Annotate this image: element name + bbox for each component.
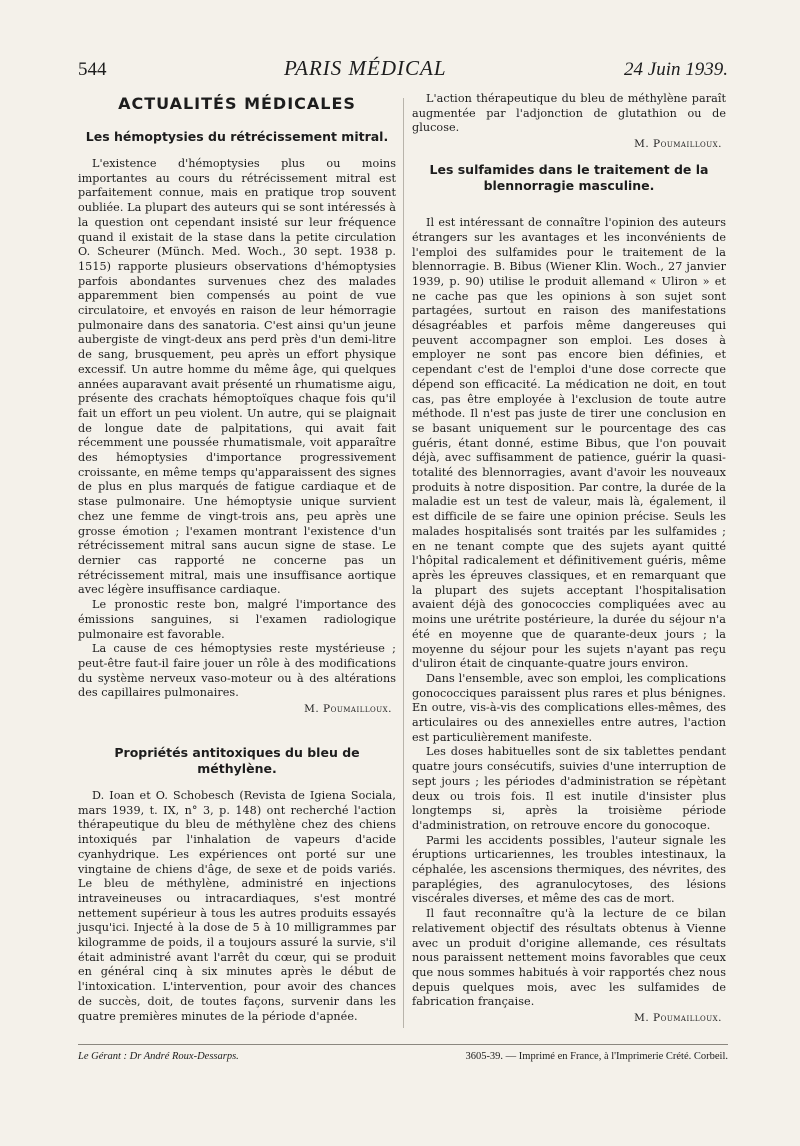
article-bleu-methylene-paragraph-1: D. Ioan et O. Schobesch (Revista de Igiena Sociala, mars 1939, t. IX, n° 3, p. 148) ont recherché l'action thérapeutique du bleu de méthylène chez des chiens intoxiqués par l'inhalation de vapeurs d'acide cyanhydrique. Les expériences ont porté sur une vingtaine de chiens d'âge, de sexe et de poids variés. Le bleu de méthylène, administré en injections intraveineuses ou intracardiaques, s'est montré nettement supérieur à tous les autres produits essayés jusqu'ici. Injecté à la dose de 5 à 10 milligrammes par kilogramme de poids, il a toujours assuré la survie, s'il était administré avant l'arrêt du cœur, qui se produit en général cinq à six minutes après le début de l'intoxication. L'intervention, pour avoir des chances de succès, doit, de toutes façons, survenir dans les quatre premières minutes de la période d'apnée.: [78, 789, 396, 1023]
article-bleu-methylene-paragraph-2: L'action thérapeutique du bleu de méthylène paraît augmentée par l'adjonction de glutathion ou de glucose.: [412, 92, 726, 135]
article-sulfamides-paragraph-4: Parmi les accidents possibles, l'auteur signale les éruptions urticariennes, les troubles intestinaux, la céphalée, les ascensions thermiques, des névrites, des paraplégies, des agranulocytoses, des lésions viscérales diverses, et même des cas de mort.: [412, 833, 726, 906]
article-bleu-methylene-signature: M. Poumailloux.: [634, 138, 722, 151]
page-footer: [78, 1044, 728, 1062]
article-title-bleu-methylene: Propriétés antitoxiques du bleu de méthylène.: [114, 745, 360, 777]
page-number: 544: [78, 59, 107, 80]
article-title-sulfamides: Les sulfamides dans le traitement de la blennorragie masculine.: [429, 162, 709, 194]
section-title: ACTUALITÉS MÉDICALES: [118, 94, 356, 113]
column-divider: [403, 98, 404, 1028]
journal-title: PARIS MÉDICAL: [284, 56, 447, 80]
article-sulfamides-paragraph-1: Il est intéressant de connaître l'opinion des auteurs étrangers sur les avantages et les inconvénients de l'emploi des sulfamides pour le traitement de la blennorragie. B. Bibus (Wiener Klin. Woch., 27 janvier 1939, p. 90) utilise le produit allemand « Uliron » et ne cache pas que les opinions à son sujet sont partagées, surtout en raison des manifestations désagréables et parfois même dangereuses qui peuvent accompagner son emploi. Les doses à employer ne sont pas encore bien définies, et cependant c'est de l'emploi d'une dose correcte que dépend son efficacité. La médication ne doit, en tout cas, pas être employée à l'exclusion de toute autre méthode. Il n'est pas juste de tirer une conclusion en se basant uniquement sur le pourcentage des cas guéris, étant donné, estime Bibus, que l'on pouvait déjà, avec suffisamment de patience, guérir la quasi-totalité des blennorragies, avant d'avoir les nouveaux produits à notre disposition. Par contre, la durée de la maladie est un test de valeur, mais là, également, il est difficile de se faire une opinion précise. Seuls les malades hospitalisés sont traités par les sulfamides ; en ne tenant compte que des sujets ayant quitté l'hôpital radicalement et définitivement guéris, même après les épreuves classiques, et en remarquant que la plupart des sujets acceptant l'hospitalisation avaient déjà des gonococcies compliquées avec au moins une urétrite postérieure, la durée du séjour n'a été en moyenne que de quarante-deux jours ; la moyenne du séjour pour les sujets n'ayant pas reçu d'uliron était de cinquante-quatre jours environ.: [412, 216, 726, 671]
article-sulfamides-paragraph-3: Les doses habituelles sont de six tablettes pendant quatre jours consécutifs, suivies d'une interruption de sept jours ; les périodes d'administration se répètant deux ou trois fois. Il est inutile d'insister plus longtemps si, après la troisième période d'administration, on retrouve encore du gonocoque.: [412, 745, 726, 832]
footer-printer: 3605-39. — Imprimé en France, à l'Imprimerie Crété. Corbeil.: [465, 1051, 728, 1062]
article-hemoptysies-paragraph-3: La cause de ces hémoptysies reste mystérieuse ; peut-être faut-il faire jouer un rôle à des modifications du système nerveux vaso-moteur ou à des altérations des capillaires pulmonaires.: [78, 642, 396, 700]
right-column: [412, 92, 726, 1036]
article-hemoptysies-paragraph-1: L'existence d'hémoptysies plus ou moins importantes au cours du rétrécissement mitral est parfaitement connue, mais en pratique trop souvent oubliée. La plupart des auteurs qui se sont intéressés à la question ont cependant insisté sur leur fréquence quand il existait de la stase dans la petite circulation O. Scheurer (Münch. Med. Woch., 30 sept. 1938 p. 1515) rapporte plusieurs observations d'hémoptysies parfois abondantes survenues chez des malades apparemment bien compensés au point de vue circulatoire, et envoyés en raison de leur hémorragie pulmonaire dans des sanatoria. C'est ainsi qu'un jeune aubergiste de vingt-deux ans perd près d'un demi-litre de sang, brusquement, peu après un effort physique excessif. Un autre homme du même âge, qui quelques années auparavant avait présenté un rhumatisme aigu, présente des crachats hémoptoïques chaque fois qu'il fait un effort un peu violent. Un autre, qui se plaignait de longue date de palpitations, qui avait fait récemment une poussée rhumatismale, voit apparaître des hémoptysies d'importance progressivement croissante, en même temps qu'apparaissent des signes de plus en plus marqués de fatigue cardiaque et de stase pulmonaire. Une hémoptysie unique survient chez une femme de vingt-trois ans, peu après une grosse émotion ; l'examen montrant l'existence d'un rétrécissement mitral sans aucun signe de stase. Le dernier cas rapporté ne concerne pas un rétrécissement mitral, mais une insuffisance aortique avec légère insuffisance cardiaque.: [78, 157, 396, 597]
article-hemoptysies-signature: M. Poumailloux.: [304, 703, 392, 716]
article-hemoptysies-paragraph-2: Le pronostic reste bon, malgré l'importance des émissions sanguines, si l'examen radiologique pulmonaire est favorable.: [78, 598, 396, 641]
issue-date: 24 Juin 1939.: [624, 59, 728, 80]
article-title-hemoptysies: Les hémoptysies du rétrécissement mitral.: [85, 129, 389, 144]
footer-manager: Le Gérant : Dr André Roux-Dessarps.: [78, 1051, 239, 1062]
page-header: [78, 56, 728, 92]
article-sulfamides-signature: M. Poumailloux.: [634, 1012, 722, 1025]
article-sulfamides-paragraph-5: Il faut reconnaître qu'à la lecture de ce bilan relativement objectif des résultats obtenus à Vienne avec un produit d'origine allemande, ces résultats nous paraissent nettement moins favorables que ceux que nous sommes habitués à voir rapportés chez nous depuis quelques mois, avec les sulfamides de fabrication française.: [412, 907, 726, 1009]
left-column: [78, 92, 396, 1024]
article-sulfamides-paragraph-2: Dans l'ensemble, avec son emploi, les complications gonococciques paraissent plus rares et plus bénignes. En outre, vis-à-vis des complications elles-mêmes, des articulaires ou des annexielles entre autres, l'action est particulièrement manifeste.: [412, 671, 726, 744]
